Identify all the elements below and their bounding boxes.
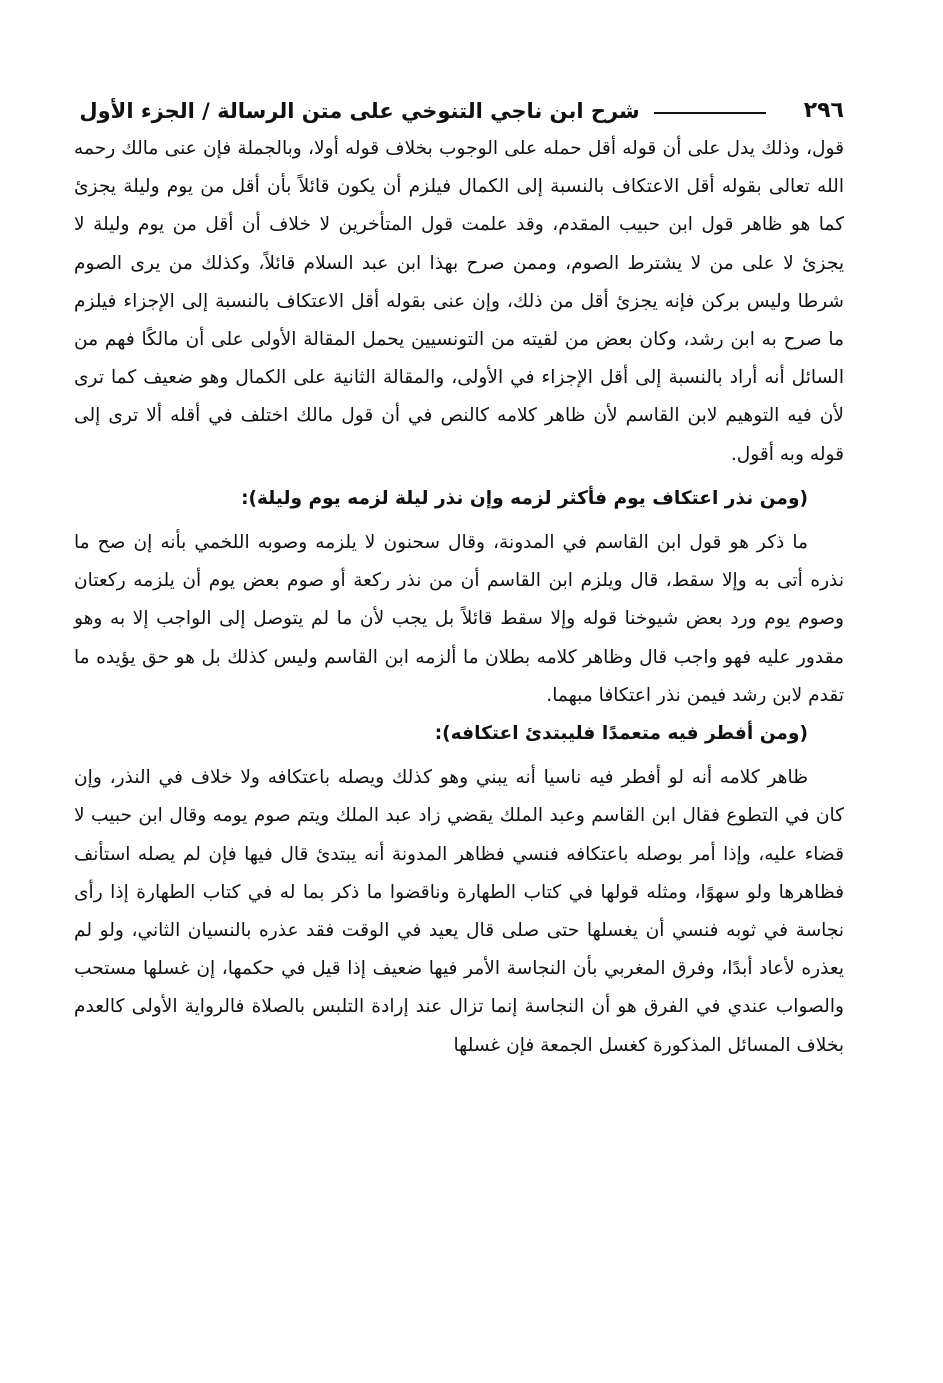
running-header: [74, 92, 844, 130]
paragraph-commentary-2: ما ذكر هو قول ابن القاسم في المدونة، وقال سحنون لا يلزمه وصوبه اللخمي بأنه إن صح ما نذره أتى به وإلا سقط، قال ويلزم ابن القاسم أن من نذر ركعة أو صوم بعض يوم أن يلزمه ركعتان وصوم يوم ورد بعض شيوخنا قوله وإلا سقط قائلاً بل يجب لأن ما لم يتوصل إلى الواجب إلا به وهو مقدور عليه فهو واجب قال وظاهر كلامه بطلان ما ألزمه ابن القاسم وليس كذلك بل هو حق يؤيده ما تقدم لابن رشد فيمن نذر اعتكافا مبهما.: [74, 532, 844, 706]
section-heading-breaking-fast: (ومن أفطر فيه متعمدًا فليبتدئ اعتكافه):: [434, 723, 808, 745]
book-title: شرح ابن ناجي التنوخي على متن الرسالة / الجزء الأول: [79, 98, 640, 123]
paragraph-commentary-3: ظاهر كلامه أنه لو أفطر فيه ناسيا أنه يبني وهو كذلك ويصله باعتكافه ولا خلاف في النذر، وإن كان في التطوع فقال ابن القاسم وعبد الملك يقضي زاد عبد الملك ويتم صوم يومه وقال ابن حبيب لا قضاء عليه، وإذا أمر بوصله باعتكافه فنسي فظاهر المدونة أنه يبتدئ قال فيها فإن لم يصله استأنف فظاهرها ولو سهوًا، ومثله قولها في كتاب الطهارة وناقضوا ما ذكر بما له في كتاب الطهارة إذا رأى نجاسة في ثوبه فنسي أن يغسلها حتى صلى قال يعيد في الوقت فقد عذره بالنسيان الثاني، ولو لم يعذره لأعاد أبدًا، وفرق المغربي بأن النجاسة الأمر فيها ضعيف إذا قيل في حكمها، إن غسلها مستحب والصواب عندي في الفرق هو أن النجاسة إنما تزال عند إرادة التلبس بالصلاة فالرواية الأولى كالعدم بخلاف المسائل المذكورة كغسل الجمعة فإن غسلها: [74, 767, 844, 1056]
header-rule: [654, 112, 766, 114]
page-number: ٢٩٦: [803, 98, 844, 123]
paragraph-commentary-1: قول، وذلك يدل على أن قوله أقل حمله على الوجوب بخلاف قوله أولا، وبالجملة فإن عنى مالك رحمه الله تعالى بقوله أقل الاعتكاف بالنسبة إلى الكمال فيلزم أن يكون قائلاً بأن أقل من يوم وليلة يجزئ كما هو ظاهر قول ابن حبيب المقدم، وقد علمت قول المتأخرين لا خلاف أن أقل من يوم وليلة لا يجزئ لا على من لا يشترط الصوم، وممن صرح بهذا ابن عبد السلام قائلاً، وكذلك من يرى الصوم شرطا وليس بركن فإنه يجزئ أقل من ذلك، وإن عنى بقوله أقل الاعتكاف بالنسبة إلى الإجزاء فيلزم ما صرح به ابن رشد، وكان بعض من لقيته من التونسيين يحمل المقالة الأولى على أن مالكًا فهم من السائل أنه أراد بالنسبة إلى أقل الإجزاء في الأولى، والمقالة الثانية على الكمال وهو ضعيف كما ترى لأن فيه التوهيم لابن القاسم لأن ظاهر كلامه كالنص في أن قول مالك اختلف في أقله ألا ترى إلى قوله وبه أقول.: [74, 138, 844, 465]
document-page: [74, 92, 844, 1362]
section-heading-vow-itikaf: (ومن نذر اعتكاف يوم فأكثر لزمه وإن نذر ليلة لزمه يوم وليلة):: [241, 487, 808, 509]
body-text: [74, 130, 844, 1065]
